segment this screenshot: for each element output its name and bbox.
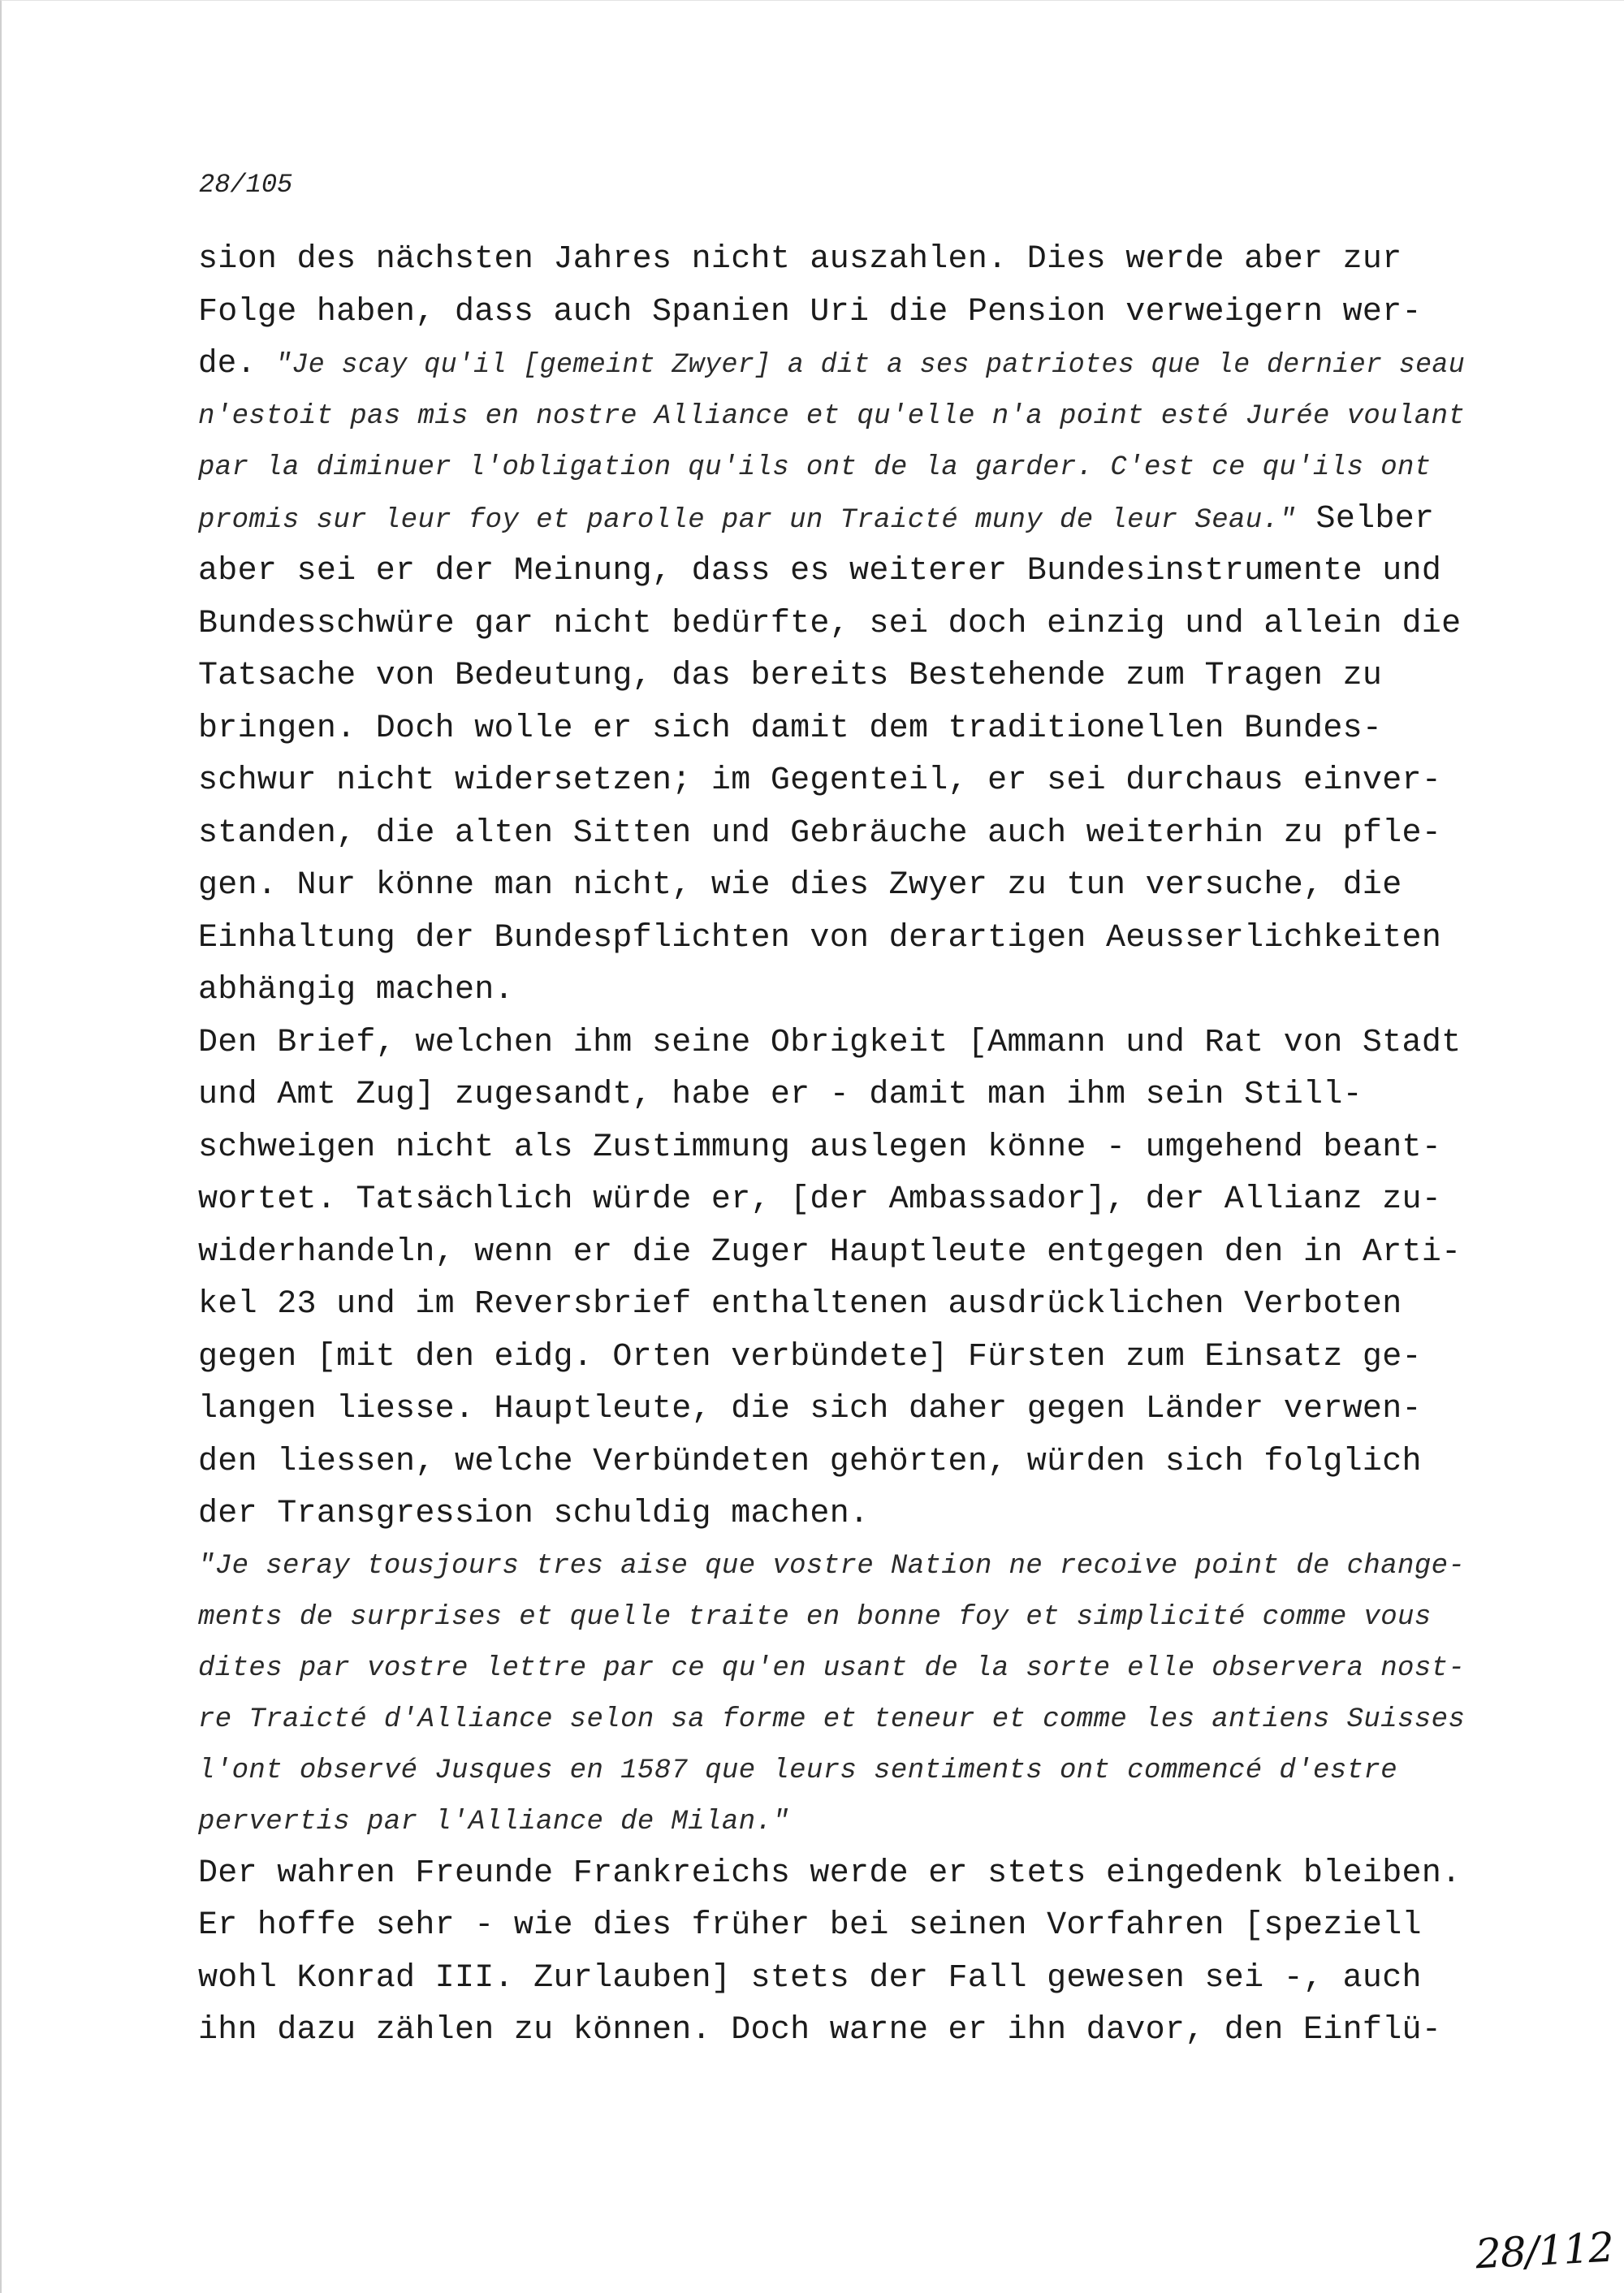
french-quote-text: dites par vostre lettre par ce qu'en usant de la sorte elle observera nost- [198, 1652, 1466, 1684]
french-quote-text: promis sur leur foy et parolle par un Traicté muny de leur Seau." [198, 504, 1297, 536]
text-line [198, 1746, 1465, 1797]
body-text [198, 234, 1465, 2058]
typed-text: Der wahren Freunde Frankreichs werde er stets eingedenk bleiben. [198, 1855, 1462, 1892]
text-line [198, 1017, 1465, 1070]
typed-text: Selber [1296, 500, 1435, 538]
text-line [198, 1541, 1465, 1592]
typed-text: ihn dazu zählen zu können. Doch warne er ihn davor, den Einflü- [198, 2012, 1442, 2049]
french-quote-text: l'ont observé Jusques en 1587 que leurs sentiments ont commencé d'estre [198, 1755, 1398, 1786]
text-line [198, 234, 1465, 287]
typed-text: gegen [mit den eidg. Orten verbündete] Fürsten zum Einsatz ge- [198, 1338, 1422, 1375]
typed-text: Einhaltung der Bundespflichten von derartigen Aeusserlichkeiten [198, 919, 1442, 956]
typed-text: aber sei er der Meinung, dass es weiterer Bundesinstrumente und [198, 553, 1442, 589]
text-line [198, 2005, 1465, 2058]
typed-text: wohl Konrad III. Zurlauben] stets der Fall gewesen sei -, auch [198, 1959, 1422, 1997]
typed-text: den liessen, welche Verbündeten gehörten, würden sich folglich [198, 1443, 1422, 1480]
french-quote-text: "Je seray tousjours tres aise que vostre Nation ne recoive point de change- [198, 1550, 1466, 1582]
typed-text: gen. Nur könne man nicht, wie dies Zwyer zu tun versuche, die [198, 867, 1402, 904]
text-line [198, 598, 1465, 651]
text-line [198, 808, 1465, 861]
text-line [198, 1592, 1465, 1643]
text-line [198, 443, 1465, 494]
typed-text: widerhandeln, wenn er die Zuger Hauptleute entgegen den in Arti- [198, 1233, 1462, 1271]
text-line [198, 1643, 1465, 1695]
french-quote-text: "Je scay qu'il [gemeint Zwyer] a dit a ses patriotes que le dernier seau [275, 350, 1466, 381]
text-line [198, 1384, 1465, 1436]
typed-text: wortet. Tatsächlich würde er, [der Ambassador], der Allianz zu- [198, 1181, 1442, 1218]
typed-text: Tatsache von Bedeutung, das bereits Bestehende zum Tragen zu [198, 658, 1383, 694]
text-line [198, 1069, 1465, 1122]
text-line [198, 1953, 1465, 2006]
typed-text: Folge haben, dass auch Spanien Uri die Pension verweigern wer- [198, 293, 1422, 330]
text-line [198, 1227, 1465, 1280]
text-line [198, 1174, 1465, 1227]
typed-text: kel 23 und im Reversbrief enthaltenen ausdrücklichen Verboten [198, 1286, 1402, 1323]
typed-text: und Amt Zug] zugesandt, habe er - damit man ihm sein Still- [198, 1077, 1363, 1113]
text-line [198, 860, 1465, 913]
text-line [198, 287, 1465, 339]
typed-text: Er hoffe sehr - wie dies früher bei seinen Vorfahren [speziell [198, 1907, 1422, 1944]
text-line [198, 391, 1465, 443]
text-line [198, 1900, 1465, 1953]
typed-text: Bundesschwüre gar nicht bedürfte, sei doch einzig und allein die [198, 605, 1462, 642]
text-line [198, 1848, 1465, 1901]
typed-text: abhängig machen. [198, 972, 514, 1008]
text-line [198, 1332, 1465, 1384]
typed-text: schweigen nicht als Zustimmung auslegen könne - umgehend beant- [198, 1129, 1442, 1166]
french-quote-text: ments de surprises et quelle traite en bonne foy et simplicité comme vous [198, 1601, 1432, 1633]
archive-number: 28/112 [1474, 2223, 1615, 2278]
text-line [198, 1695, 1465, 1746]
french-quote-text: par la diminuer l'obligation qu'ils ont de la garder. C'est ce qu'ils ont [198, 451, 1432, 483]
text-line [198, 1122, 1465, 1175]
typed-text: bringen. Doch wolle er sich damit dem traditionellen Bundes- [198, 710, 1383, 747]
text-line [198, 546, 1465, 598]
text-line [198, 913, 1465, 965]
typed-text: Den Brief, welchen ihm seine Obrigkeit [Ammann und Rat von Stadt [198, 1024, 1462, 1061]
text-line [198, 494, 1465, 546]
text-line [198, 1436, 1465, 1489]
french-quote-text: re Traicté d'Alliance selon sa forme et teneur et comme les antiens Suisses [198, 1704, 1466, 1735]
french-quote-text: pervertis par l'Alliance de Milan." [198, 1806, 790, 1837]
text-line [198, 703, 1465, 756]
typed-text: standen, die alten Sitten und Gebräuche auch weiterhin zu pfle- [198, 814, 1442, 852]
french-quote-text: n'estoit pas mis en nostre Alliance et qu'elle n'a point esté Jurée voulant [198, 400, 1466, 432]
typed-text: schwur nicht widersetzen; im Gegenteil, er sei durchaus einver- [198, 762, 1442, 799]
text-line [198, 339, 1466, 391]
text-line [198, 650, 1465, 703]
text-line [198, 1797, 1465, 1848]
typed-text: langen liesse. Hauptleute, die sich daher gegen Länder verwen- [198, 1391, 1422, 1427]
page-number: 28/105 [199, 170, 293, 200]
text-line [198, 1488, 1465, 1541]
text-line [198, 1279, 1465, 1332]
text-line [198, 755, 1465, 808]
typed-text: sion des nächsten Jahres nicht auszahlen. Dies werde aber zur [198, 241, 1402, 278]
text-line [198, 965, 1465, 1017]
typed-text: der Transgression schuldig machen. [198, 1496, 870, 1532]
typed-text: de. [198, 346, 276, 382]
